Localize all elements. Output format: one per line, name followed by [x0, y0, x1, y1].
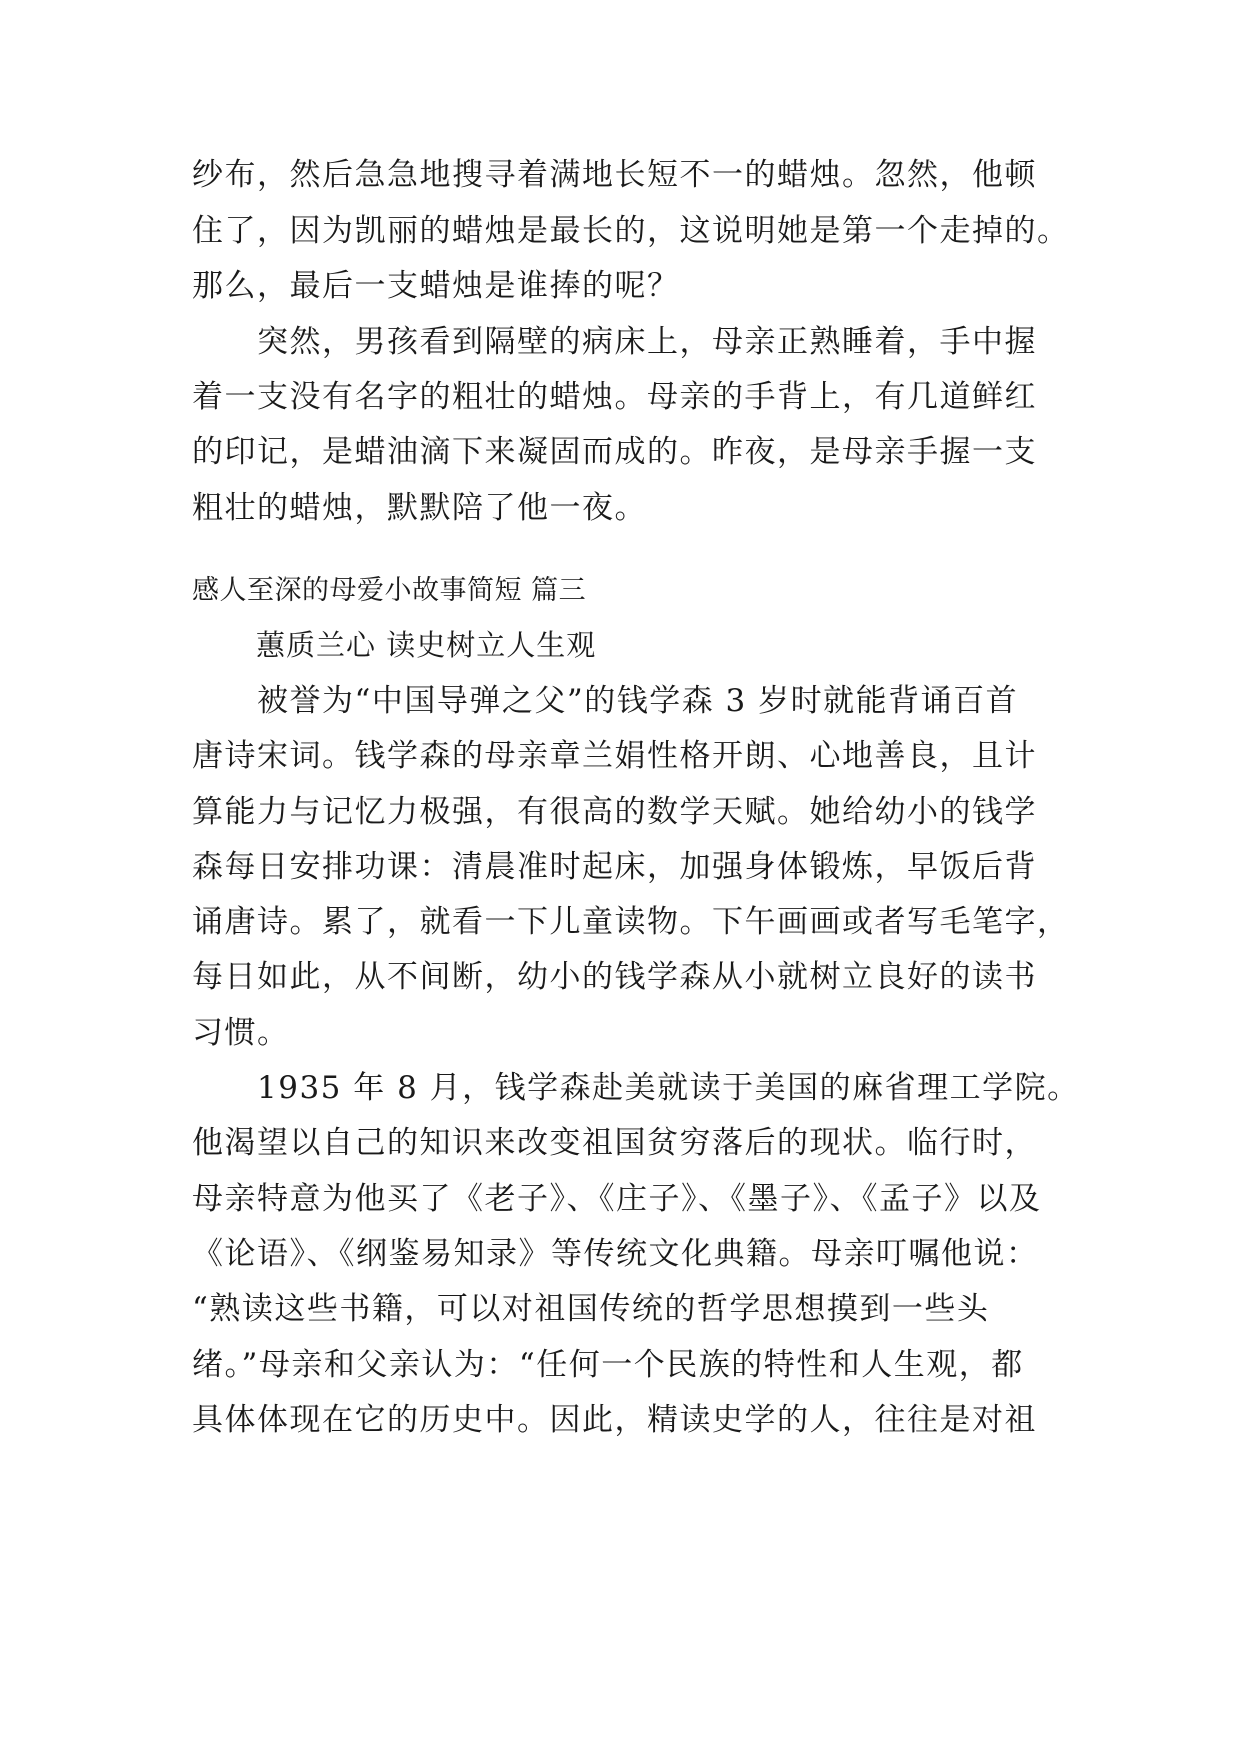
text-line: 母亲特意为他买了《老子》、《庄子》、《墨子》、《孟子》以及 — [192, 1181, 1042, 1217]
text-line: 着一支没有名字的粗壮的蜡烛。母亲的手背上，有几道鲜红 — [192, 379, 1037, 415]
text-line: 诵唐诗。累了，就看一下儿童读物。下午画画或者写毛笔字， — [192, 904, 1070, 940]
text-line: “熟读这些书籍，可以对祖国传统的哲学思想摸到一些头 — [192, 1291, 990, 1327]
text-line: 算能力与记忆力极强，有很高的数学天赋。她给幼小的钱学 — [192, 794, 1037, 830]
text-line: 突然，男孩看到隔壁的病床上，母亲正熟睡着，手中握 — [192, 324, 1037, 360]
text-line: 唐诗宋词。钱学森的母亲章兰娟性格开朗、心地善良，且计 — [192, 738, 1037, 774]
text-line: 的印记，是蜡油滴下来凝固而成的。昨夜，是母亲手握一支 — [192, 434, 1037, 470]
text-line: 森每日安排功课：清晨准时起床，加强身体锻炼，早饭后背 — [192, 849, 1037, 885]
text-line: 习惯。 — [192, 1015, 290, 1051]
text-line: 住了，因为凯丽的蜡烛是最长的，这说明她是第一个走掉的。 — [192, 213, 1070, 249]
text-line: 纱布，然后急急地搜寻着满地长短不一的蜡烛。忽然，他顿 — [192, 157, 1037, 193]
text-line: 1935 年 8 月，钱学森赴美就读于美国的麻省理工学院。 — [192, 1070, 1080, 1106]
text-line: 粗壮的蜡烛，默默陪了他一夜。 — [192, 490, 647, 526]
text-line: 绪。”母亲和父亲认为：“任何一个民族的特性和人生观，都 — [192, 1347, 1024, 1383]
text-line: 被誉为“中国导弹之父”的钱学森 3 岁时就能背诵百首 — [192, 683, 1019, 719]
section-title: 感人至深的母爱小故事简短 篇三 — [192, 575, 587, 606]
story-title: 蕙质兰心 读史树立人生观 — [256, 628, 597, 662]
text-line: 他渴望以自己的知识来改变祖国贫穷落后的现状。临行时， — [192, 1125, 1037, 1161]
text-line: 《论语》、《纲鉴易知录》等传统文化典籍。母亲叮嘱他说： — [192, 1236, 1039, 1272]
text-line: 每日如此，从不间断，幼小的钱学森从小就树立良好的读书 — [192, 959, 1037, 995]
text-line: 具体体现在它的历史中。因此，精读史学的人，往往是对祖 — [192, 1402, 1037, 1438]
text-line: 那么，最后一支蜡烛是谁捧的呢？ — [192, 268, 680, 304]
